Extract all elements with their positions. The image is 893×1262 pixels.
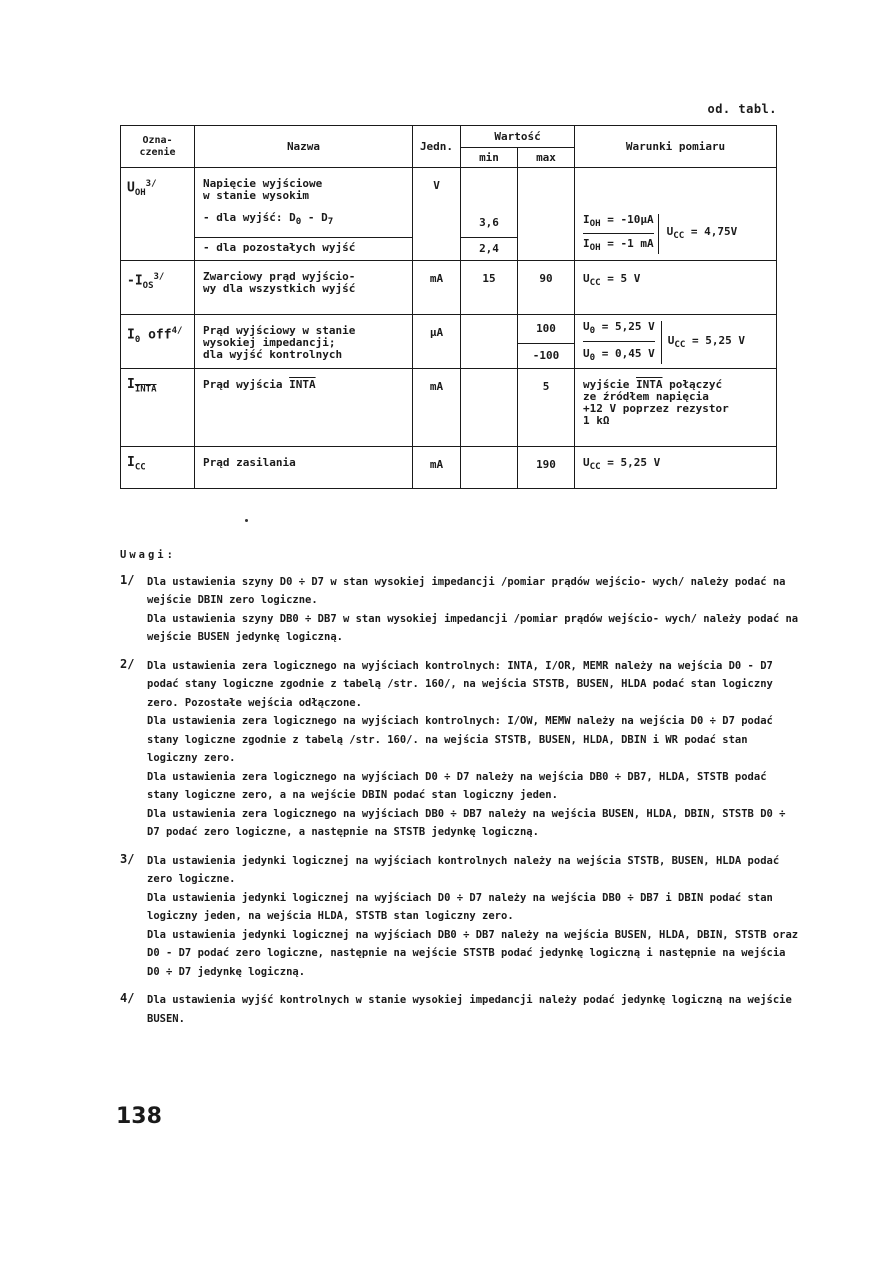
max-ios: 90 <box>518 261 575 315</box>
note-paragraph: Dla ustawienia jedynki logicznej na wyjściach DB0 ÷ DB7 należy na wejścia BUSEN, HLDA, DBIN, STSTB oraz D0 - D7 podać zero logiczne, następnie na wejście STSTB podać jedynkę logiczną i następnie na wejścia D0 ÷ D7 jedynkę logiczną. <box>147 928 799 978</box>
symbol-uoh: $U_{OH}^{3/}$ <box>121 168 195 261</box>
name-iinta: Prąd wyjścia INTA <box>195 369 413 447</box>
page-number: 138 <box>116 1104 162 1129</box>
note-paragraph: Dla ustawienia zera logicznego na wyjściach kontrolnych: I/OW, MEMW należy na wejścia D0 ÷ D7 podać stany logiczne zgodnie z tabelą /str. 160/. na wejścia STSTB, BUSEN, HLDA, DBIN i WR podać stan logiczny zero. <box>147 715 773 764</box>
note-paragraph: Dla ustawienia jedynki logicznej na wyjściach kontrolnych należy na wejścia STSTB, BUSEN, HLDA podać zero logiczne. <box>147 854 780 885</box>
header-value: Wartość <box>461 126 575 148</box>
continuation-label: od. tabl. <box>707 102 777 116</box>
min-uoh-2: 2,4 <box>461 238 518 261</box>
note-paragraph: Dla ustawienia zera logicznego na wyjściach D0 ÷ D7 należy na wejścia DB0 ÷ DB7, HLDA, STSTB podać stany logiczne zero, a na wejście DBIN podać stan logiczny jeden. <box>147 770 767 801</box>
note-4 <box>120 991 800 1028</box>
note-3 <box>120 852 800 982</box>
notes-title: Uwagi: <box>120 549 176 561</box>
name-i0off: Prąd wyjściowy w stanie wysokiej impedancji; dla wyjść kontrolnych <box>195 315 413 369</box>
note-paragraph: Dla ustawienia wyjść kontrolnych w stanie wysokiej impedancji należy podać jedynkę logiczną na wejście BUSEN. <box>147 994 792 1025</box>
header-unit: Jedn. <box>413 126 461 168</box>
header-min: min <box>461 148 518 168</box>
note-2 <box>120 657 800 842</box>
unit-iinta: mA <box>413 369 461 447</box>
min-i0off <box>461 315 518 369</box>
cond-uoh: $I_{OH} = -10\mu A$ $I_{OH} = -1$ mA $U_{CC} = 4,75V$ <box>575 168 777 261</box>
table-row <box>121 168 777 238</box>
symbol-icc: $I_{CC}$ <box>121 447 195 489</box>
table-row <box>121 315 777 344</box>
note-paragraph: Dla ustawienia jedynki logicznej na wyjściach D0 ÷ D7 należy na wejścia DB0 ÷ DB7 i DBIN podać stan logiczny jeden, na wejścia HLDA, STSTB stan logiczny zero. <box>147 891 773 922</box>
name-uoh-2: - dla pozostałych wyjść <box>195 238 413 261</box>
table-row <box>121 261 777 315</box>
max-icc: 190 <box>518 447 575 489</box>
name-uoh: Napięcie wyjściowe w stanie wysokim - dla wyjść: $D_0 - D_7$ <box>195 168 413 238</box>
symbol-ios: $-I_{OS}^{3/}$ <box>121 261 195 315</box>
note-marker: 2/ <box>120 656 135 671</box>
parameters-table <box>120 125 777 489</box>
unit-i0off: µA <box>413 315 461 369</box>
min-ios: 15 <box>461 261 518 315</box>
symbol-i0off: $I_0$ off$^{4/}$ <box>121 315 195 369</box>
max-uoh <box>518 168 575 261</box>
table-row <box>121 369 777 447</box>
note-paragraph: Dla ustawienia szyny DB0 ÷ DB7 w stan wysokiej impedancji /pomiar prądów wejścio- wych/ należy podać na wejście BUSEN jedynkę logiczną. <box>147 612 799 643</box>
name-ios: Zwarciowy prąd wyjścio- wy dla wszystkich wyjść <box>195 261 413 315</box>
note-marker: 1/ <box>120 572 135 587</box>
header-name: Nazwa <box>195 126 413 168</box>
cond-ios: $U_{CC} = 5$ V <box>575 261 777 315</box>
cond-icc: $U_{CC} = 5,25$ V <box>575 447 777 489</box>
header-conditions: Warunki pomiaru <box>575 126 777 168</box>
min-uoh-1: 3,6 <box>461 168 518 238</box>
note-marker: 4/ <box>120 991 135 1005</box>
cond-iinta: wyjście INTA połączyć ze źródłem napięcia +12 V poprzez rezystor 1 kΩ <box>575 369 777 447</box>
note-paragraph: Dla ustawienia zera logicznego na wyjściach kontrolnych: INTA, I/OR, MEMR należy na wejścia D0 - D7 podać stany logiczne zgodnie z tabelą /str. 160/, na wejścia STSTB, BUSEN, HLDA podać stan logiczny zero. Pozostałe wejścia odłączone. <box>147 659 773 709</box>
unit-icc: mA <box>413 447 461 489</box>
note-paragraph: Dla ustawienia szyny D0 ÷ D7 w stan wysokiej impedancji /pomiar prądów wejścio- wych/ należy podać na wejście DBIN zero logiczne. <box>147 575 786 606</box>
max-i0off-2: -100 <box>518 344 575 369</box>
notes-section <box>120 546 800 1038</box>
min-iinta <box>461 369 518 447</box>
symbol-iinta: $I_{INTA}$ <box>121 369 195 447</box>
max-i0off-1: 100 <box>518 315 575 344</box>
unit-ios: mA <box>413 261 461 315</box>
max-iinta: 5 <box>518 369 575 447</box>
unit-uoh: V <box>413 168 461 261</box>
note-1 <box>120 573 800 647</box>
table-row <box>121 447 777 489</box>
stray-dot <box>245 519 248 522</box>
name-icc: Prąd zasilania <box>195 447 413 489</box>
note-paragraph: Dla ustawienia zera logicznego na wyjściach DB0 ÷ DB7 należy na wejścia BUSEN, HLDA, DBIN, STSTB D0 ÷ D7 podać zero logiczne, a następnie na STSTB jedynkę logiczną. <box>147 807 786 838</box>
min-icc <box>461 447 518 489</box>
cond-i0off: $U_0 = 5,25$ V $U_0 = 0,45$ V $U_{CC} = 5,25$ V <box>575 315 777 369</box>
note-marker: 3/ <box>120 851 135 866</box>
header-max: max <box>518 148 575 168</box>
header-symbol: Ozna- czenie <box>121 126 195 168</box>
